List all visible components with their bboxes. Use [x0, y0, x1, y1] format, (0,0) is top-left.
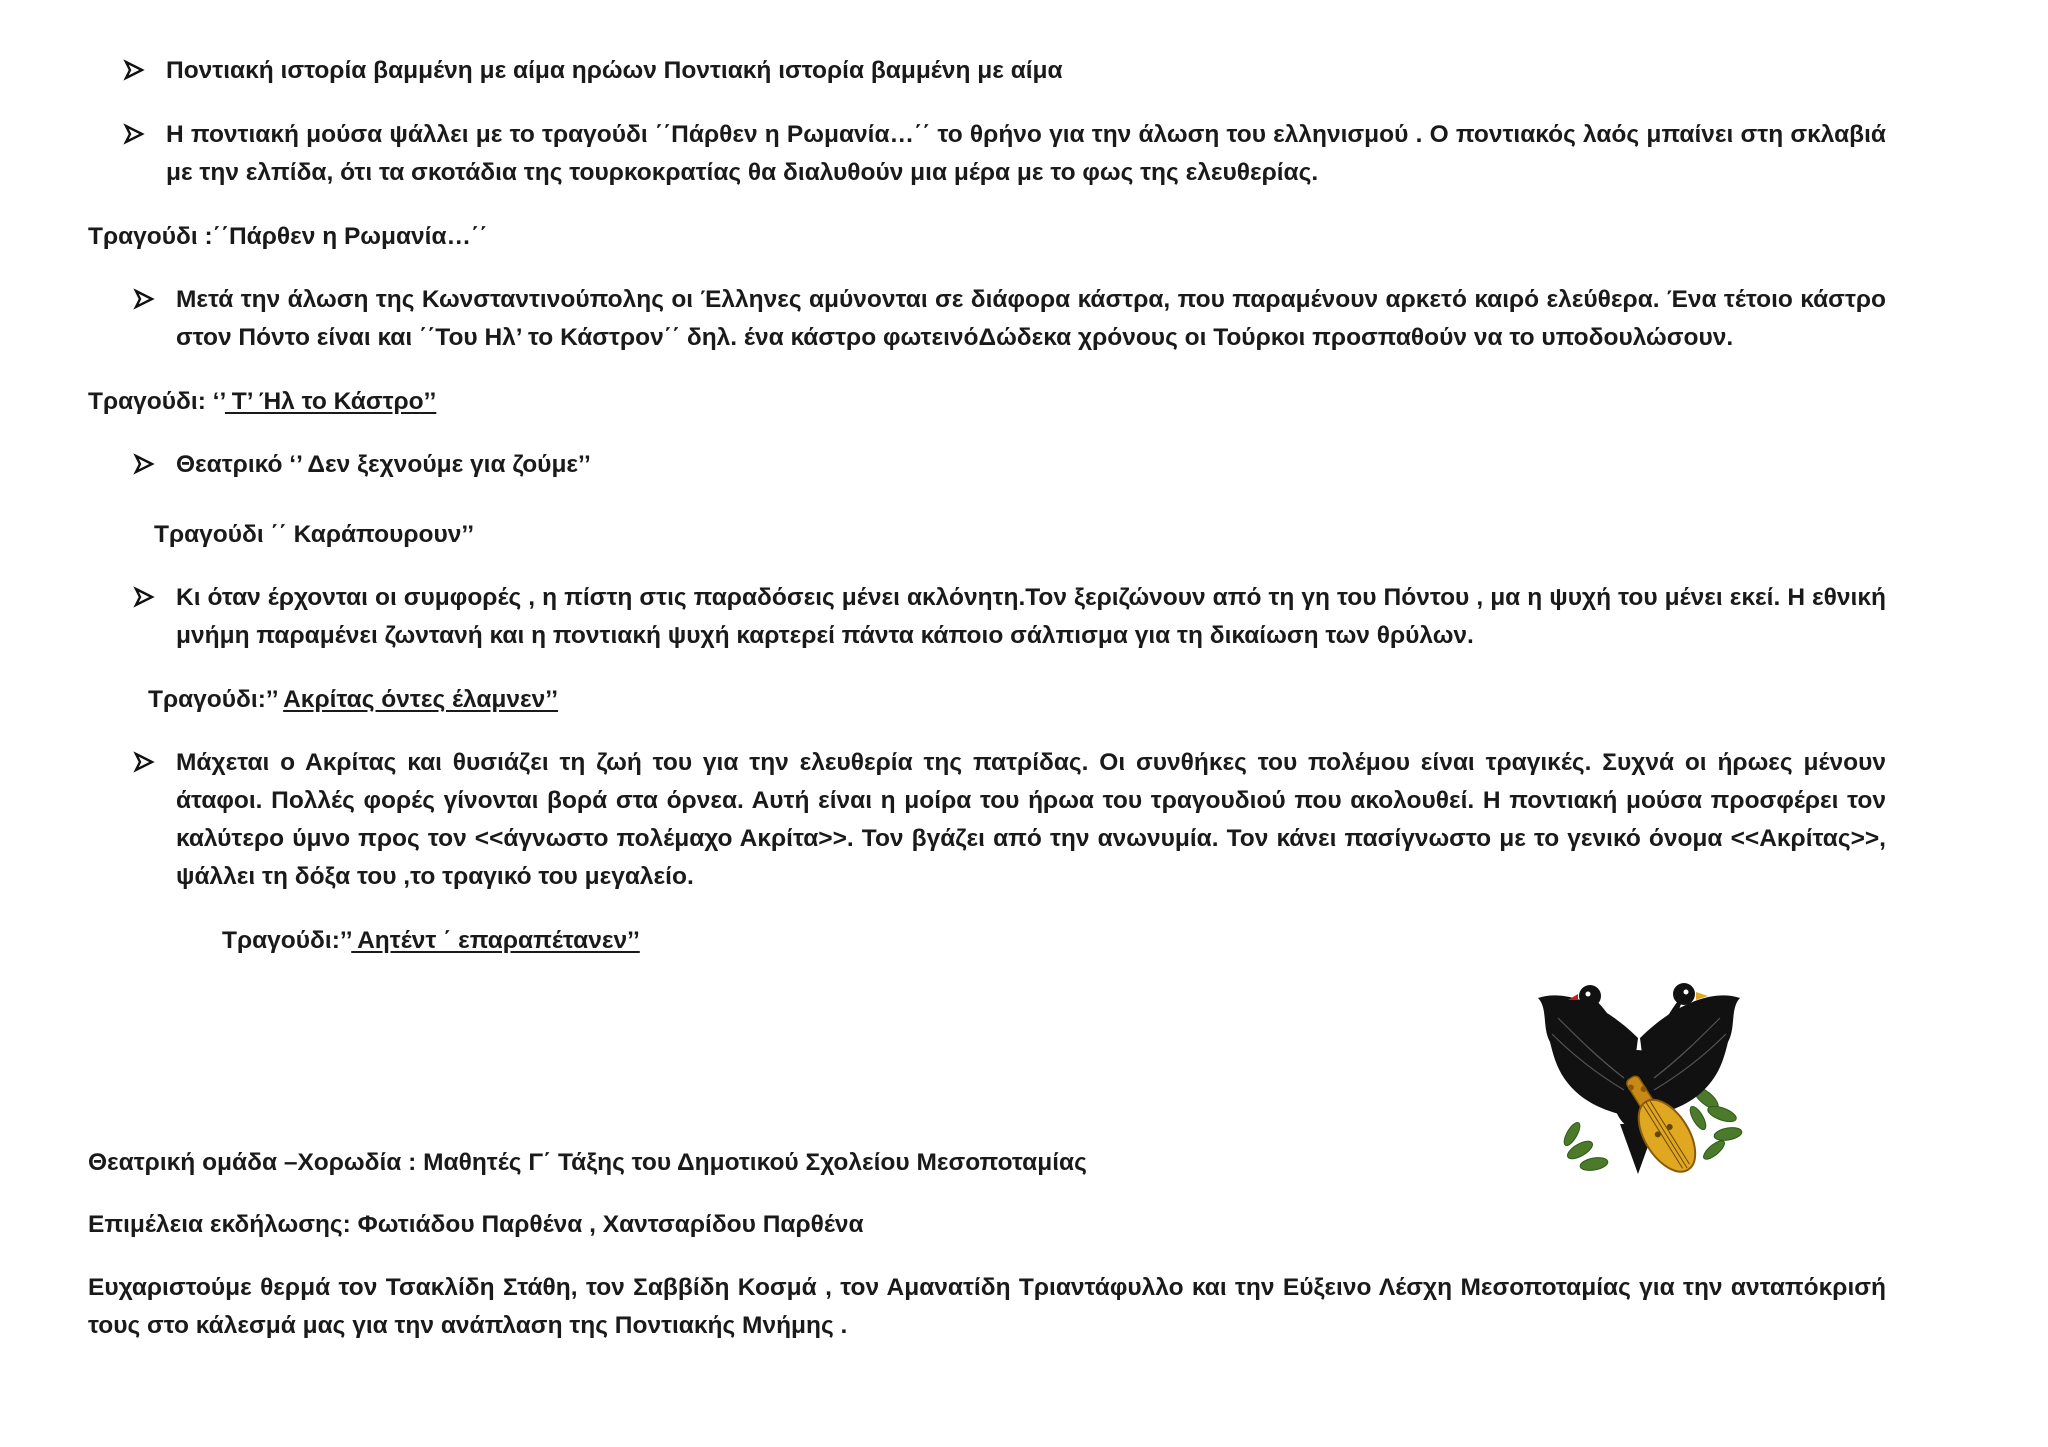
- song-prefix: Τραγούδι: ‘’: [88, 388, 225, 415]
- paragraph-national-memory: Κι όταν έρχονται οι συμφορές , η πίστη στις παραδόσεις μένει ακλόνητη.Τον ξεριζώνουν από τη γη του Πόντου , μα η ψυχή του μένει εκεί. Η εθνική μνήμη παραμένει ζωντανή και η ποντιακή ψυχή καρτερεί πάντα κάποιο σάλπισμα για τη δικαίωση των θρύλων.: [176, 584, 1886, 649]
- arrowhead-bullet-icon: [132, 750, 156, 774]
- paragraph-theatrical-play: Θεατρικό ‘’ Δεν ξεχνούμε για ζούμε’’: [176, 451, 591, 478]
- paragraph-castles: Μετά την άλωση της Κωνσταντινούπολης οι Έλληνες αμύνονται σε διάφορα κάστρα, που παραμένουν αρκετό καιρό ελεύθερα. Ένα τέτοιο κάστρο στον Πόντο είναι και ΄΄Του Ηλ’ το Κάστρον΄΄ δηλ. ένα κάστρο φωτεινόΔώδεκα χρόνους οι Τούρκοι προσπαθούν να το υποδουλώσουν.: [176, 286, 1886, 351]
- double-headed-eagle-lyra-emblem: [1528, 978, 1750, 1190]
- song-name: Αητέντ ΄ επαραπέτανεν’’: [351, 927, 640, 954]
- acknowledgements: Ευχαριστούμε θερμά τον Τσακλίδη Στάθη, τον Σαββίδη Κοσμά , τον Αμανατίδη Τριαντάφυλλο και την Εύξεινο Λέσχη Μεσοποταμίας για την ανταπόκρισή τους στο κάλεσμά μας για την ανάπλαση της Ποντιακής Μνήμης .: [88, 1274, 1886, 1339]
- arrowhead-bullet-icon: [122, 122, 146, 146]
- song-title-akritas: [148, 681, 558, 719]
- song-name: Τ’ Ήλ το Κάστρο’’: [224, 388, 437, 415]
- song-title-parthen-romania: Τραγούδι :΄΄Πάρθεν η Ρωμανία…΄΄: [88, 223, 488, 250]
- song-prefix: Τραγούδι:’’: [222, 927, 352, 954]
- paragraph-romania-lament: Η ποντιακή μούσα ψάλλει με το τραγούδι ΄΄Πάρθεν η Ρωμανία…΄΄ το θρήνο για την άλωση του ελληνισμού . Ο ποντιακός λαός μπαίνει στη σκλαβιά με την ελπίδα, ότι τα σκοτάδια της τουρκοκρατίας θα διαλυθούν μια μέρα με το φως της ελευθερίας.: [166, 121, 1886, 186]
- song-title-il-to-kastro: [88, 383, 436, 421]
- song-prefix: Τραγούδι:’’: [148, 686, 284, 713]
- arrowhead-bullet-icon: [132, 585, 156, 609]
- paragraph-akritas-hero: Μάχεται ο Ακρίτας και θυσιάζει τη ζωή του για την ελευθερία της πατρίδας. Οι συνθήκες του πολέμου είναι τραγικές. Συχνά οι ήρωες μένουν άταφοι. Πολλές φορές γίνονται βορά στα όρνεα. Αυτή είναι η μοίρα του ήρωα του τραγουδιού που ακολουθεί. Η ποντιακή μούσα προσφέρει τον καλύτερο ύμνο προς τον <<άγνωστο πολέμαχο Ακρίτα>>. Τον βγάζει από την ανωνυμία. Τον κάνει πασίγνωστο με το γενικό όνομα <<Ακρίτας>>, ψάλλει τη δόξα του ,το τραγικό του μεγαλείο.: [176, 749, 1886, 890]
- arrowhead-bullet-icon: [132, 287, 156, 311]
- event-organizers: Επιμέλεια εκδήλωσης: Φωτιάδου Παρθένα , Χαντσαρίδου Παρθένα: [88, 1211, 864, 1238]
- arrowhead-bullet-icon: [132, 452, 156, 476]
- song-name: Ακρίτας όντες έλαμνεν’’: [283, 686, 559, 713]
- troupe-credits: Θεατρική ομάδα –Χορωδία : Μαθητές Γ΄ Τάξης του Δημοτικού Σχολείου Μεσοποταμίας: [88, 1149, 1087, 1176]
- arrowhead-bullet-icon: [122, 58, 146, 82]
- song-title-aitent: [222, 922, 640, 960]
- song-title-karapouroun: Τραγούδι ΄΄ Καράπουρουν’’: [154, 521, 475, 548]
- paragraph-pontic-history: Ποντιακή ιστορία βαμμένη με αίμα ηρώων Ποντιακή ιστορία βαμμένη με αίμα: [166, 57, 1063, 84]
